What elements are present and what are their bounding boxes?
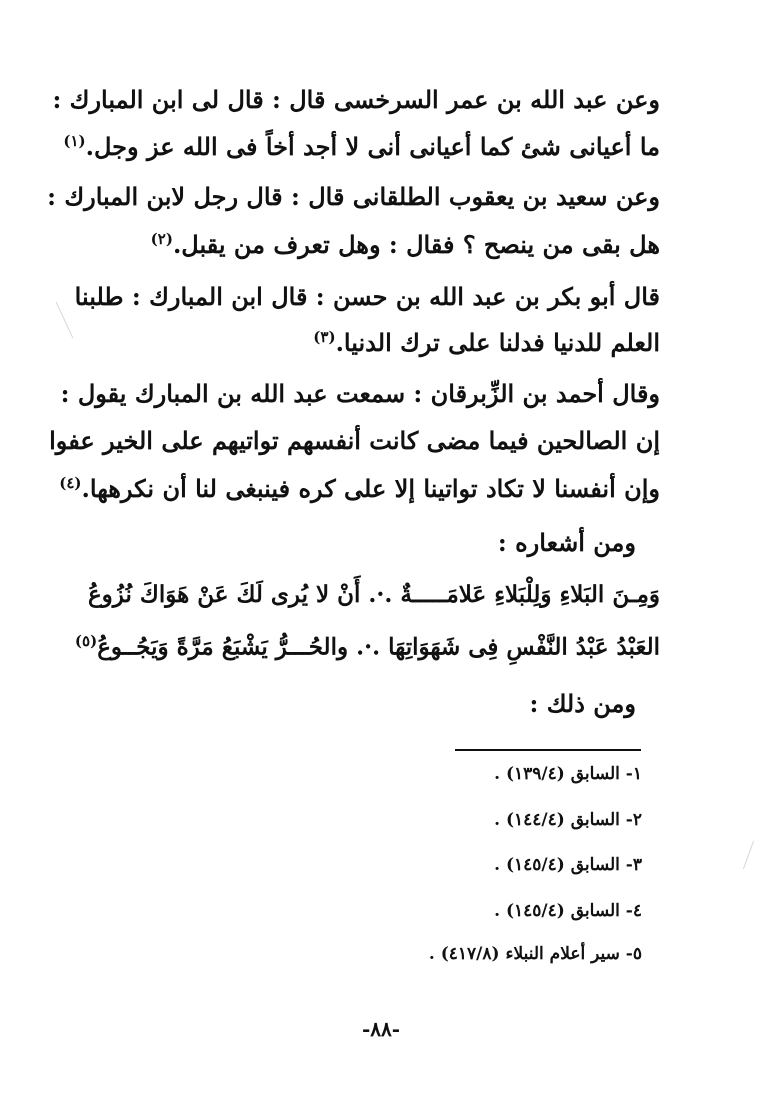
footnote-ref-1: (١): [63, 132, 86, 150]
footnote-ref-4: (٤): [59, 474, 82, 492]
footnote-ref-2: (٢): [150, 230, 173, 248]
line-text: وإن أنفسنا لا تكاد تواتينا إلا على كره فينبغى لنا أن نكرهها.: [81, 474, 660, 503]
verse-text: وَمِـنَ البَلاءِ وَلِلْبَلاءِ عَلامَـــــةٌ .·. أَنْ لا يُرى لَكَ عَنْ هَوَاكَ نُزُوعُ: [87, 581, 660, 608]
line-text: هل بقى من ينصح ؟ فقال : وهل تعرف من يقبل.: [172, 230, 660, 259]
page-number: -٨٨-: [361, 1017, 401, 1041]
line-text: قال أبو بكر بن عبد الله بن حسن : قال ابن المبارك : طلبنا: [74, 282, 660, 311]
footnote-ref-3: (٣): [313, 328, 336, 346]
paragraph-4-line-2: [49, 426, 660, 456]
verse-2: [75, 632, 660, 661]
footnote-1: ١- السابق (١٣٩/٤) .: [494, 764, 642, 784]
footnote-2: ٢- السابق (١٤٤/٤) .: [494, 810, 642, 830]
footnote-ref-5: (٥): [74, 632, 98, 650]
poetry-intro: ومن أشعاره :: [497, 528, 636, 557]
paragraph-1-line-1: [52, 85, 660, 115]
paragraph-1-line-2: [63, 132, 660, 162]
line-text: ما أعيانى شئ كما أعيانى أنى لا أجد أخاً فى الله عز وجل.: [85, 132, 660, 161]
paragraph-2-line-2: [151, 230, 660, 260]
verse-1: [87, 581, 660, 609]
paragraph-3-line-2: [313, 328, 660, 358]
footnote-4: ٤- السابق (١٤٥/٤) .: [494, 901, 642, 921]
line-text: إن الصالحين فيما مضى كانت أنفسهم تواتيهم على الخير عفوا: [49, 426, 660, 455]
footnote-5: ٥- سير أعلام النبلاء (٤١٧/٨) .: [428, 944, 642, 964]
verse-text: العَبْدُ عَبْدُ النَّفْسِ فِى شَهَوَاتِهَا .·. والحُـــرُّ يَشْبَعُ مَرَّةً وَيَجُــوعُ: [97, 633, 660, 661]
closing-line: ومن ذلك :: [529, 689, 636, 718]
footnote-separator: [455, 749, 641, 751]
paragraph-4-line-3: [59, 474, 660, 504]
paragraph-4-line-1: [60, 379, 660, 409]
scan-artifact: [743, 841, 754, 870]
line-text: وقال أحمد بن الزِّبرقان : سمعت عبد الله بن المبارك يقول :: [60, 379, 660, 408]
line-text: وعن عبد الله بن عمر السرخسى قال : قال لى ابن المبارك :: [52, 85, 660, 114]
paragraph-3-line-1: [74, 282, 660, 312]
scan-artifact: [56, 302, 74, 339]
line-text: وعن سعيد بن يعقوب الطلقانى قال : قال رجل لابن المبارك :: [47, 182, 660, 211]
footnote-3: ٣- السابق (١٤٥/٤) .: [494, 855, 642, 875]
line-text: العلم للدنيا فدلنا على ترك الدنيا.: [335, 328, 660, 357]
paragraph-2-line-1: [47, 182, 660, 212]
